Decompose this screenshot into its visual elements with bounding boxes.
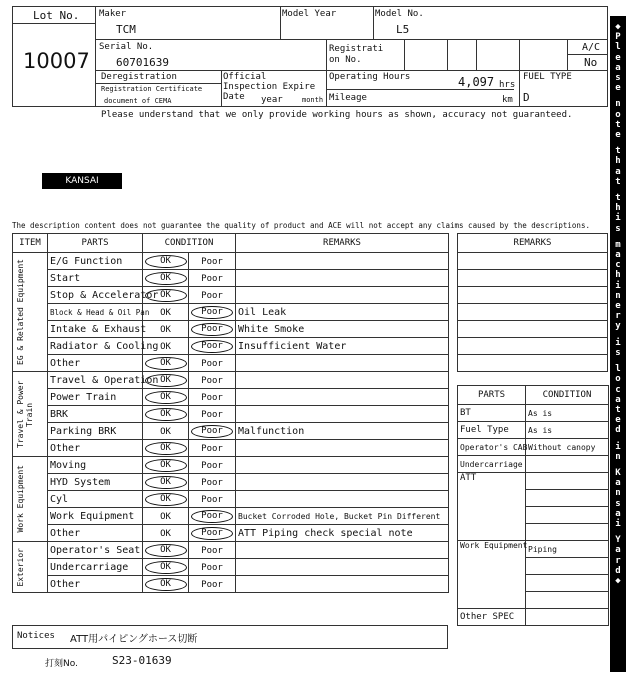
right-parts-header: PARTS: [458, 386, 526, 405]
ok-circled: OK: [145, 578, 187, 591]
poor-option: Poor: [201, 256, 223, 267]
poor-cell[interactable]: [189, 457, 236, 474]
ok-circled: OK: [145, 476, 187, 489]
hrs-label: hrs: [499, 80, 516, 90]
poor-option: Poor: [201, 545, 223, 556]
part-name: HYD System: [48, 474, 143, 491]
poor-option: Poor: [201, 477, 223, 488]
bt-label: BT: [458, 405, 526, 422]
remark-cell: [236, 253, 449, 270]
parts-header: PARTS: [48, 234, 143, 253]
poor-cell[interactable]: [189, 372, 236, 389]
poor-circled: Poor: [191, 425, 233, 438]
condition-row: [13, 525, 449, 542]
poor-option: Poor: [201, 443, 223, 454]
operating-hours-label: Operating Hours: [329, 72, 411, 82]
ok-circled: OK: [145, 493, 187, 506]
model-no-label: Model No.: [375, 9, 424, 19]
model-no-value: L5: [396, 23, 410, 36]
condition-row: [13, 508, 449, 525]
poor-cell[interactable]: [189, 525, 236, 542]
condition-row: [13, 389, 449, 406]
ok-cell[interactable]: [143, 321, 189, 338]
part-name: Other: [48, 355, 143, 372]
condition-row: [13, 406, 449, 423]
part-name: Work Equipment: [48, 508, 143, 525]
item-group: [13, 542, 48, 593]
poor-cell[interactable]: [189, 338, 236, 355]
registration-cert-label: Registration Certificate: [101, 85, 203, 93]
ok-circled: OK: [145, 442, 187, 455]
condition-row: [13, 423, 449, 440]
remark-cell: [236, 491, 449, 508]
condition-row: [13, 457, 449, 474]
part-name: Parking BRK: [48, 423, 143, 440]
part-name: Stop & Accelerator: [48, 287, 143, 304]
remark-cell: [236, 559, 449, 576]
undercarriage-label: Undercarriage: [458, 456, 526, 473]
poor-option: Poor: [201, 290, 223, 301]
poor-cell[interactable]: [189, 576, 236, 593]
part-name: Cyl: [48, 491, 143, 508]
remark-cell: [236, 270, 449, 287]
ok-cell[interactable]: [143, 423, 189, 440]
maker-label: Maker: [99, 9, 127, 19]
poor-cell[interactable]: [189, 304, 236, 321]
ok-cell[interactable]: [143, 338, 189, 355]
remark-cell: ATT Piping check special note: [236, 525, 449, 542]
condition-row: [13, 253, 449, 270]
poor-cell[interactable]: [189, 440, 236, 457]
location-badge: KANSAI: [42, 173, 122, 189]
poor-cell[interactable]: [189, 270, 236, 287]
ok-cell[interactable]: [143, 457, 189, 474]
ok-cell[interactable]: [143, 372, 189, 389]
fuel-type-value: D: [523, 91, 530, 104]
ok-cell[interactable]: [143, 508, 189, 525]
ac-label: A/C: [582, 42, 601, 53]
right-condition-header: CONDITION: [526, 386, 609, 405]
poor-option: Poor: [201, 392, 223, 403]
item-group-label: EG & Related Equipment: [16, 259, 25, 365]
part-name: Undercarriage: [48, 559, 143, 576]
part-name: Operator's Seat: [48, 542, 143, 559]
poor-cell[interactable]: [189, 389, 236, 406]
maker-value: TCM: [116, 23, 136, 36]
right-parts-table: [457, 385, 609, 626]
item-group: [13, 253, 48, 372]
condition-header: CONDITION: [143, 234, 236, 253]
ok-circled: OK: [145, 459, 187, 472]
sidebar-notice: [610, 16, 626, 672]
poor-circled: Poor: [191, 340, 233, 353]
poor-cell[interactable]: [189, 253, 236, 270]
right-remarks-table: [457, 233, 608, 372]
ok-circled: OK: [145, 272, 187, 285]
condition-row: [13, 576, 449, 593]
disclaimer: The description content does not guarantee the quality of product and ACE will not accept any claims caused by the descriptions.: [12, 221, 590, 230]
ok-circled: OK: [145, 544, 187, 557]
spec-header: [95, 6, 608, 107]
fuel-type-label: FUEL TYPE: [523, 72, 572, 82]
ok-circled: OK: [145, 255, 187, 268]
remark-cell: [236, 287, 449, 304]
stamp-label: 打刻No.: [45, 659, 78, 669]
condition-row: [13, 355, 449, 372]
item-group-label: Exterior: [16, 547, 25, 587]
remark-cell: Malfunction: [236, 423, 449, 440]
condition-row: [13, 559, 449, 576]
km-label: km: [502, 95, 513, 105]
ok-cell[interactable]: [143, 525, 189, 542]
remark-cell: White Smoke: [236, 321, 449, 338]
poor-circled: Poor: [191, 510, 233, 523]
serial-value: 60701639: [116, 56, 169, 69]
poor-circled: Poor: [191, 323, 233, 336]
poor-cell[interactable]: [189, 321, 236, 338]
poor-option: Poor: [201, 409, 223, 420]
remark-cell: [236, 457, 449, 474]
poor-cell[interactable]: [189, 559, 236, 576]
ok-circled: OK: [145, 561, 187, 574]
ok-cell[interactable]: [143, 559, 189, 576]
other-spec-label: Other SPEC: [458, 609, 526, 626]
ac-value: No: [584, 56, 598, 69]
condition-row: [13, 542, 449, 559]
condition-row: [13, 372, 449, 389]
condition-row: [13, 440, 449, 457]
registration-label: Registrati on No.: [329, 44, 384, 65]
part-name: BRK: [48, 406, 143, 423]
inspection-label: Official Inspection Expire Date: [223, 72, 316, 102]
poor-cell[interactable]: [189, 491, 236, 508]
ok-circled: OK: [145, 289, 187, 302]
poor-option: Poor: [201, 579, 223, 590]
poor-cell[interactable]: [189, 287, 236, 304]
stamp-value: S23-01639: [112, 654, 172, 667]
ok-circled: OK: [145, 374, 187, 387]
item-group: [13, 457, 48, 542]
work-equipment-value: Piping: [526, 541, 609, 558]
ok-cell[interactable]: [143, 270, 189, 287]
serial-label: Serial No.: [99, 42, 154, 52]
condition-row: [13, 321, 449, 338]
item-group-label: Work Equipment: [16, 465, 25, 533]
remark-cell: Insufficient Water: [236, 338, 449, 355]
poor-option: Poor: [201, 494, 223, 505]
bt-value: As is: [526, 405, 609, 422]
item-header: ITEM: [13, 234, 48, 253]
ok-option: OK: [160, 324, 171, 335]
poor-option: Poor: [201, 358, 223, 369]
ok-option: OK: [160, 426, 171, 437]
ok-cell[interactable]: [143, 491, 189, 508]
ok-option: OK: [160, 307, 171, 318]
ok-cell[interactable]: [143, 406, 189, 423]
part-name: Travel & Operation: [48, 372, 143, 389]
poor-option: Poor: [201, 375, 223, 386]
deregistration-label: Deregistration: [101, 72, 177, 82]
condition-row: [13, 270, 449, 287]
sidebar-notice-text: ◆ P l e a s e n o t e t h a t t h i s m a c h i n e r y i s l o c a t e d i n K a n s a i Y a r d ◆: [615, 22, 621, 586]
part-name: Other: [48, 576, 143, 593]
remark-cell: [236, 440, 449, 457]
model-year-label: Model Year: [282, 9, 337, 19]
remark-cell: [236, 389, 449, 406]
condition-row: [13, 304, 449, 321]
condition-row: [13, 287, 449, 304]
remark-cell: [236, 542, 449, 559]
ok-cell[interactable]: [143, 287, 189, 304]
part-name: Radiator & Cooling: [48, 338, 143, 355]
poor-circled: Poor: [191, 306, 233, 319]
remark-cell: [236, 355, 449, 372]
ok-circled: OK: [145, 391, 187, 404]
ok-cell[interactable]: [143, 304, 189, 321]
part-name: Block & Head & Oil Pan: [48, 304, 143, 321]
cab-value: Without canopy: [526, 439, 609, 456]
poor-option: Poor: [201, 273, 223, 284]
ok-option: OK: [160, 511, 171, 522]
remark-cell: [236, 576, 449, 593]
part-name: Moving: [48, 457, 143, 474]
ok-cell[interactable]: [143, 542, 189, 559]
poor-circled: Poor: [191, 527, 233, 540]
poor-cell[interactable]: [189, 508, 236, 525]
item-group: [13, 372, 48, 457]
notices-box: [12, 625, 448, 649]
lot-number: 10007: [23, 49, 90, 73]
remark-cell: Oil Leak: [236, 304, 449, 321]
poor-cell[interactable]: [189, 423, 236, 440]
item-group-label: Travel & Power Train: [16, 380, 34, 448]
work-equipment-label: Work Equipment: [458, 541, 526, 609]
fuel-value: As is: [526, 422, 609, 439]
part-name: Power Train: [48, 389, 143, 406]
hours-notice: Please understand that we only provide working hours as shown, accuracy not guaranteed.: [101, 110, 573, 120]
att-label: ATT: [458, 473, 526, 541]
remark-cell: Bucket Corroded Hole, Bucket Pin Different: [236, 508, 449, 525]
year-label: year: [261, 95, 283, 105]
part-name: Start: [48, 270, 143, 287]
fuel-label: Fuel Type: [458, 422, 526, 439]
poor-cell[interactable]: [189, 474, 236, 491]
part-name: Intake & Exhaust: [48, 321, 143, 338]
remark-cell: [236, 372, 449, 389]
part-name: E/G Function: [48, 253, 143, 270]
part-name: Other: [48, 525, 143, 542]
ok-cell[interactable]: [143, 474, 189, 491]
poor-option: Poor: [201, 562, 223, 573]
poor-cell[interactable]: [189, 542, 236, 559]
remark-cell: [236, 474, 449, 491]
remarks-header: REMARKS: [236, 234, 449, 253]
lot-label: Lot No.: [33, 9, 80, 22]
cab-label: Operator's CAB: [458, 439, 526, 456]
month-label: month: [302, 96, 324, 104]
notices-label: Notices: [17, 631, 55, 641]
notices-value: ATT用パイピングホース切断: [70, 634, 198, 645]
ok-circled: OK: [145, 408, 187, 421]
ok-cell[interactable]: [143, 389, 189, 406]
ok-cell[interactable]: [143, 440, 189, 457]
remark-cell: [236, 406, 449, 423]
mileage-label: Mileage: [329, 93, 367, 103]
ok-cell[interactable]: [143, 355, 189, 372]
part-name: Other: [48, 440, 143, 457]
lot-box: [12, 6, 96, 107]
cema-label: document of CEMA: [104, 97, 172, 105]
condition-row: [13, 338, 449, 355]
ok-option: OK: [160, 341, 171, 352]
ok-cell[interactable]: [143, 576, 189, 593]
poor-option: Poor: [201, 460, 223, 471]
poor-cell[interactable]: [189, 406, 236, 423]
ok-cell[interactable]: [143, 253, 189, 270]
right-remarks-header: REMARKS: [458, 234, 608, 253]
condition-table: [12, 233, 449, 593]
ok-circled: OK: [145, 357, 187, 370]
ok-option: OK: [160, 528, 171, 539]
poor-cell[interactable]: [189, 355, 236, 372]
condition-row: [13, 474, 449, 491]
condition-row: [13, 491, 449, 508]
operating-hours-value: 4,097: [458, 75, 495, 89]
